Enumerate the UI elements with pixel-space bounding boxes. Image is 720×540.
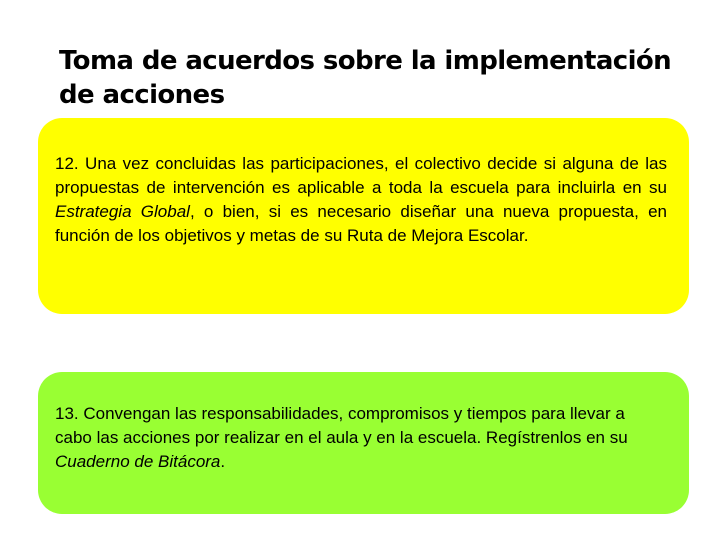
item-12-emphasis: Estrategia Global [55, 202, 190, 221]
agreement-item-13-box [38, 372, 689, 514]
item-13-text-start: 13. Convengan las responsabilidades, compromisos y tiempos para llevar a cabo las acciones por realizar en el aula y en la escuela. Regístrenlos en su [55, 404, 628, 447]
item-12-text-end: , o bien, si es necesario diseñar una nueva propuesta, en función de los objetivos y metas de su Ruta de Mejora Escolar. [55, 202, 668, 245]
agreement-item-13-text [55, 402, 659, 474]
item-13-emphasis: Cuaderno de Bitácora [55, 452, 221, 471]
slide-title: Toma de acuerdos sobre la implementación de acciones [59, 46, 672, 110]
agreement-item-12-text [55, 152, 667, 248]
item-13-text-end: . [220, 452, 226, 471]
agreement-item-12-box [38, 118, 689, 314]
item-12-text-start: 12. Una vez concluidas las participaciones, el colectivo decide si alguna de las propuestas de intervención es aplicable a toda la escuela para incluirla en su [55, 154, 667, 197]
